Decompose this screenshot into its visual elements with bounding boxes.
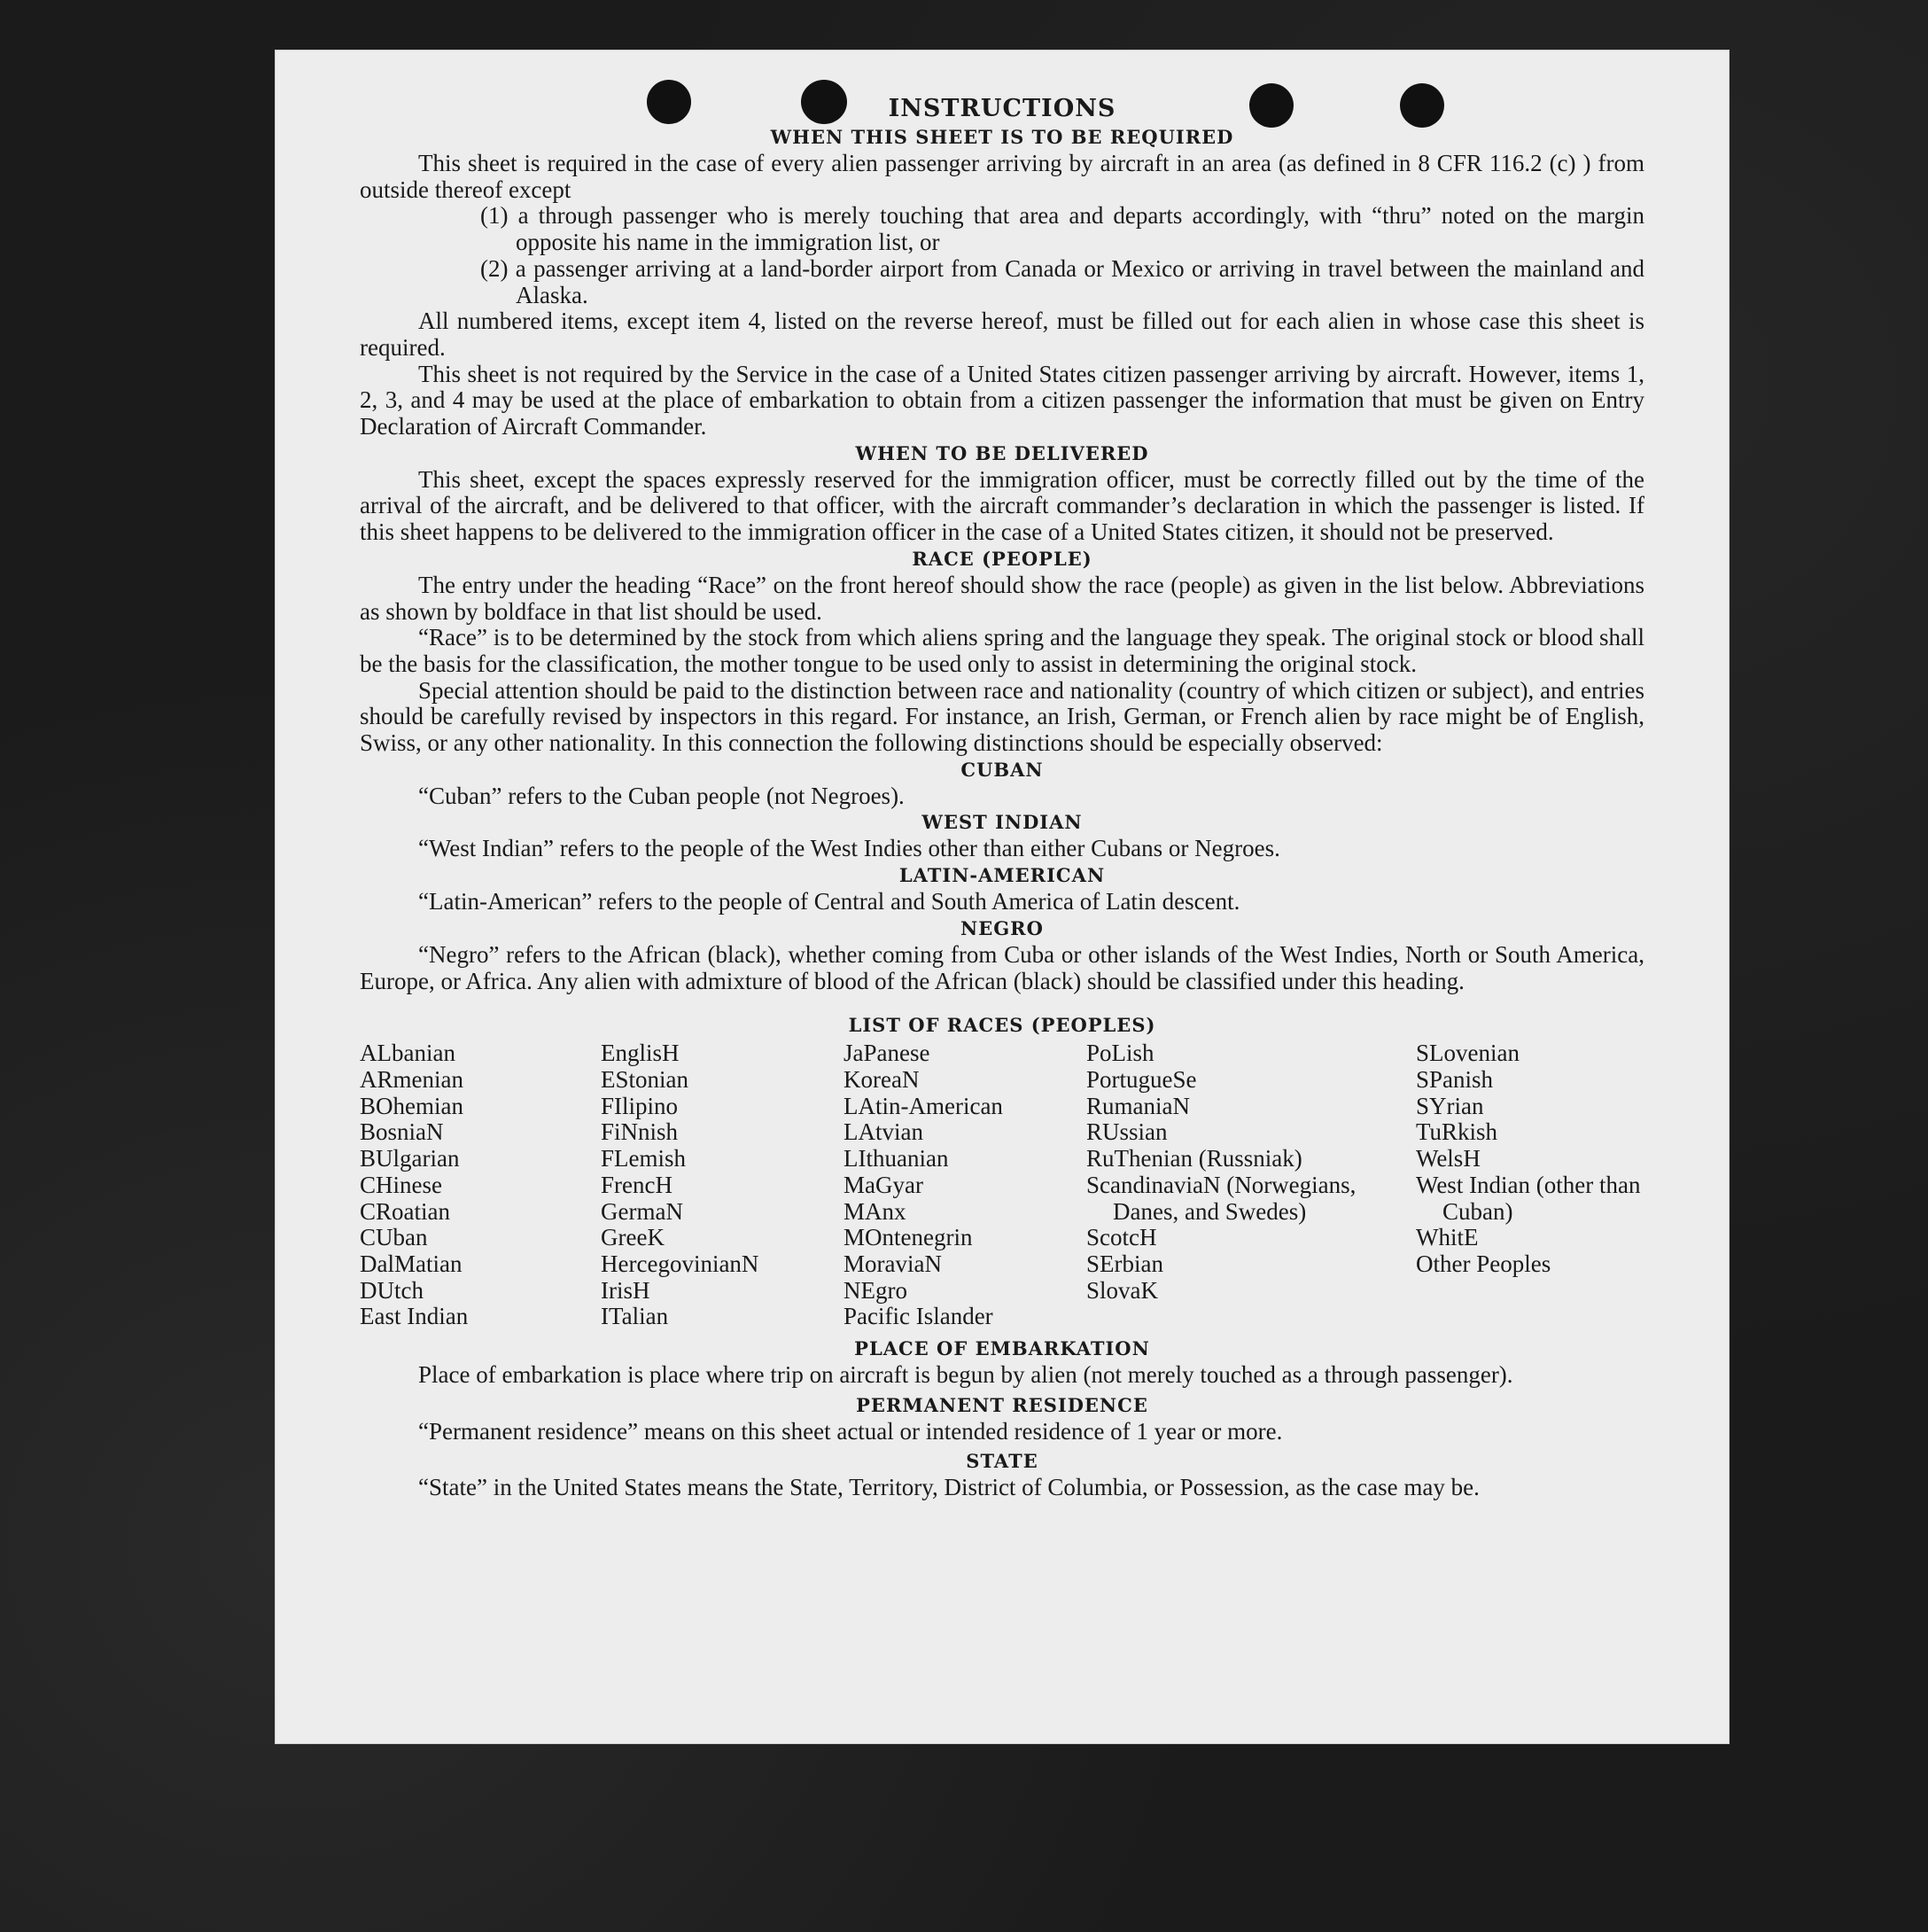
race-entry: BUlgarian: [360, 1145, 460, 1172]
race-entry: ALbanian: [360, 1040, 455, 1067]
race-entry: RumaniaN: [1086, 1092, 1190, 1119]
race-entry: LAtin-American: [844, 1092, 1003, 1119]
race-entry: HercegovinianN: [601, 1250, 759, 1277]
race-entry: ITalian: [601, 1303, 669, 1330]
paragraph: “Race” is to be determined by the stock from which aliens spring and the language they speak. The original stock or blood shall be the basis for the classification, the mother tongue to be used only to assist in determining the original stock.: [360, 624, 1644, 677]
races-list: [360, 1040, 1644, 1330]
paragraph: “West Indian” refers to the people of the West Indies other than either Cubans or Negroes.: [418, 835, 1280, 862]
race-entry: CUban: [360, 1224, 428, 1251]
race-entry: BOhemian: [360, 1092, 463, 1119]
list-item: (1) a through passenger who is merely touching that area and departs accordingly, with “thru” noted on the margin opposite his name in the immigration list, or: [480, 202, 1644, 256]
race-entry: ARmenian: [360, 1065, 463, 1093]
instructions-content: [360, 94, 1644, 1501]
race-entry: DUtch: [360, 1276, 424, 1304]
race-entry: WelsH: [1416, 1145, 1481, 1172]
races-column: [1086, 1040, 1416, 1330]
race-entry: LAtvian: [844, 1118, 923, 1146]
race-entry: BosniaN: [360, 1118, 444, 1146]
race-entry: ScotcH: [1086, 1224, 1157, 1251]
race-entry: SErbian: [1086, 1250, 1163, 1277]
section-heading: PERMANENT RESIDENCE: [856, 1393, 1148, 1416]
race-entry: RUssian: [1086, 1118, 1168, 1146]
section-heading: WHEN THIS SHEET IS TO BE REQUIRED: [770, 126, 1234, 148]
race-entry: NEgro: [844, 1276, 907, 1304]
paragraph: This sheet is not required by the Service in the case of a United States citizen passenger arriving by aircraft. However, items 1, 2, 3, and 4 may be used at the place of embarkation to obtain from a citizen passenger the information that must be given on Entry Declaration of Aircraft Commander.: [360, 360, 1644, 440]
race-entry: SPanish: [1416, 1065, 1494, 1093]
race-entry: TuRkish: [1416, 1118, 1498, 1146]
race-entry: ScandinaviaN (Norwegians, Danes, and Swedes): [1086, 1171, 1357, 1225]
race-entry: RuThenian (Russniak): [1086, 1145, 1302, 1172]
race-entry: LIthuanian: [844, 1145, 949, 1172]
race-entry: SYrian: [1416, 1092, 1484, 1119]
document-sheet: [275, 50, 1730, 1744]
race-entry: MoraviaN: [844, 1250, 942, 1277]
race-entry: EnglisH: [601, 1040, 680, 1067]
races-column: [360, 1040, 601, 1330]
races-column: [1416, 1040, 1644, 1330]
race-entry: SLovenian: [1416, 1040, 1520, 1067]
race-entry: Other Peoples: [1416, 1250, 1551, 1277]
race-entry: EStonian: [601, 1065, 688, 1093]
section-heading: RACE (PEOPLE): [912, 547, 1092, 570]
race-entry: MaGyar: [844, 1171, 923, 1198]
paragraph: The entry under the heading “Race” on the front hereof should show the race (people) as given in the list below. Abbreviations as shown by boldface in that list should be used.: [360, 571, 1644, 625]
paragraph: “Latin-American” refers to the people of Central and South America of Latin descent.: [418, 888, 1240, 915]
race-entry: MAnx: [844, 1197, 906, 1225]
section-heading: STATE: [966, 1450, 1038, 1473]
paragraph: Special attention should be paid to the distinction between race and nationality (country of which citizen or subject), and entries should be carefully revised by inspectors in this regard. For instance, an Irish, German, or French alien by race might be of English, Swiss, or any other nationality. In this connection the following distinctions should be especially observed:: [360, 676, 1644, 757]
race-entry: JaPanese: [844, 1040, 930, 1067]
section-heading: LIST OF RACES (PEOPLES): [848, 1014, 1156, 1037]
paragraph: This sheet is required in the case of every alien passenger arriving by aircraft in an area (as defined in 8 CFR 116.2 (c) ) from outside thereof except: [360, 150, 1644, 203]
paragraph: Place of embarkation is place where trip on aircraft is begun by alien (not merely touched as a through passenger).: [418, 1361, 1513, 1389]
race-entry: East Indian: [360, 1303, 469, 1330]
race-entry: CRoatian: [360, 1197, 450, 1225]
race-entry: GermaN: [601, 1197, 683, 1225]
section-heading: CUBAN: [960, 758, 1044, 781]
paragraph: “Negro” refers to the African (black), whether coming from Cuba or other islands of the West Indies, North or South America, Europe, or Africa. Any alien with admixture of blood of the African (black) should be classified under this heading.: [360, 940, 1644, 994]
paragraph: “Permanent residence” means on this sheet actual or intended residence of 1 year or more.: [418, 1417, 1283, 1445]
list-item: (2) a passenger arriving at a land-border airport from Canada or Mexico or arriving in travel between the mainland and Alaska.: [480, 254, 1644, 308]
paragraph: “State” in the United States means the State, Territory, District of Columbia, or Possession, as the case may be.: [418, 1474, 1480, 1501]
race-entry: FLemish: [601, 1145, 687, 1172]
page-title: INSTRUCTIONS: [888, 95, 1116, 122]
section-heading: NEGRO: [960, 916, 1044, 939]
section-heading: WHEN TO BE DELIVERED: [855, 441, 1149, 464]
races-column: [844, 1040, 1086, 1330]
race-entry: WhitE: [1416, 1224, 1479, 1251]
paragraph: This sheet, except the spaces expressly reserved for the immigration officer, must be correctly filled out by the time of the arrival of the aircraft, and be delivered to that officer, with the aircraft commander’s declaration in which the passenger is listed. If this sheet happens to be delivered to the immigration officer in the case of a United States citizen, it should not be preserved.: [360, 465, 1644, 546]
race-entry: FIlipino: [601, 1092, 679, 1119]
race-entry: FrencH: [601, 1171, 672, 1198]
race-entry: IrisH: [601, 1276, 650, 1304]
race-entry: SlovaK: [1086, 1276, 1158, 1304]
race-entry: Pacific Islander: [844, 1303, 993, 1330]
race-entry: PoLish: [1086, 1040, 1154, 1067]
race-entry: GreeK: [601, 1224, 665, 1251]
paragraph: “Cuban” refers to the Cuban people (not Negroes).: [418, 782, 905, 809]
race-entry: FiNnish: [601, 1118, 679, 1146]
race-entry: MOntenegrin: [844, 1224, 973, 1251]
race-entry: DalMatian: [360, 1250, 463, 1277]
race-entry: West Indian (other than Cuban): [1416, 1171, 1641, 1225]
race-entry: PortugueSe: [1086, 1065, 1197, 1093]
section-heading: LATIN-AMERICAN: [898, 864, 1106, 887]
races-column: [601, 1040, 844, 1330]
race-entry: KoreaN: [844, 1065, 920, 1093]
section-heading: PLACE OF EMBARKATION: [854, 1337, 1150, 1360]
section-heading: WEST INDIAN: [921, 811, 1083, 834]
paragraph: All numbered items, except item 4, listed on the reverse hereof, must be filled out for each alien in whose case this sheet is required.: [360, 308, 1644, 361]
race-entry: CHinese: [360, 1171, 442, 1198]
